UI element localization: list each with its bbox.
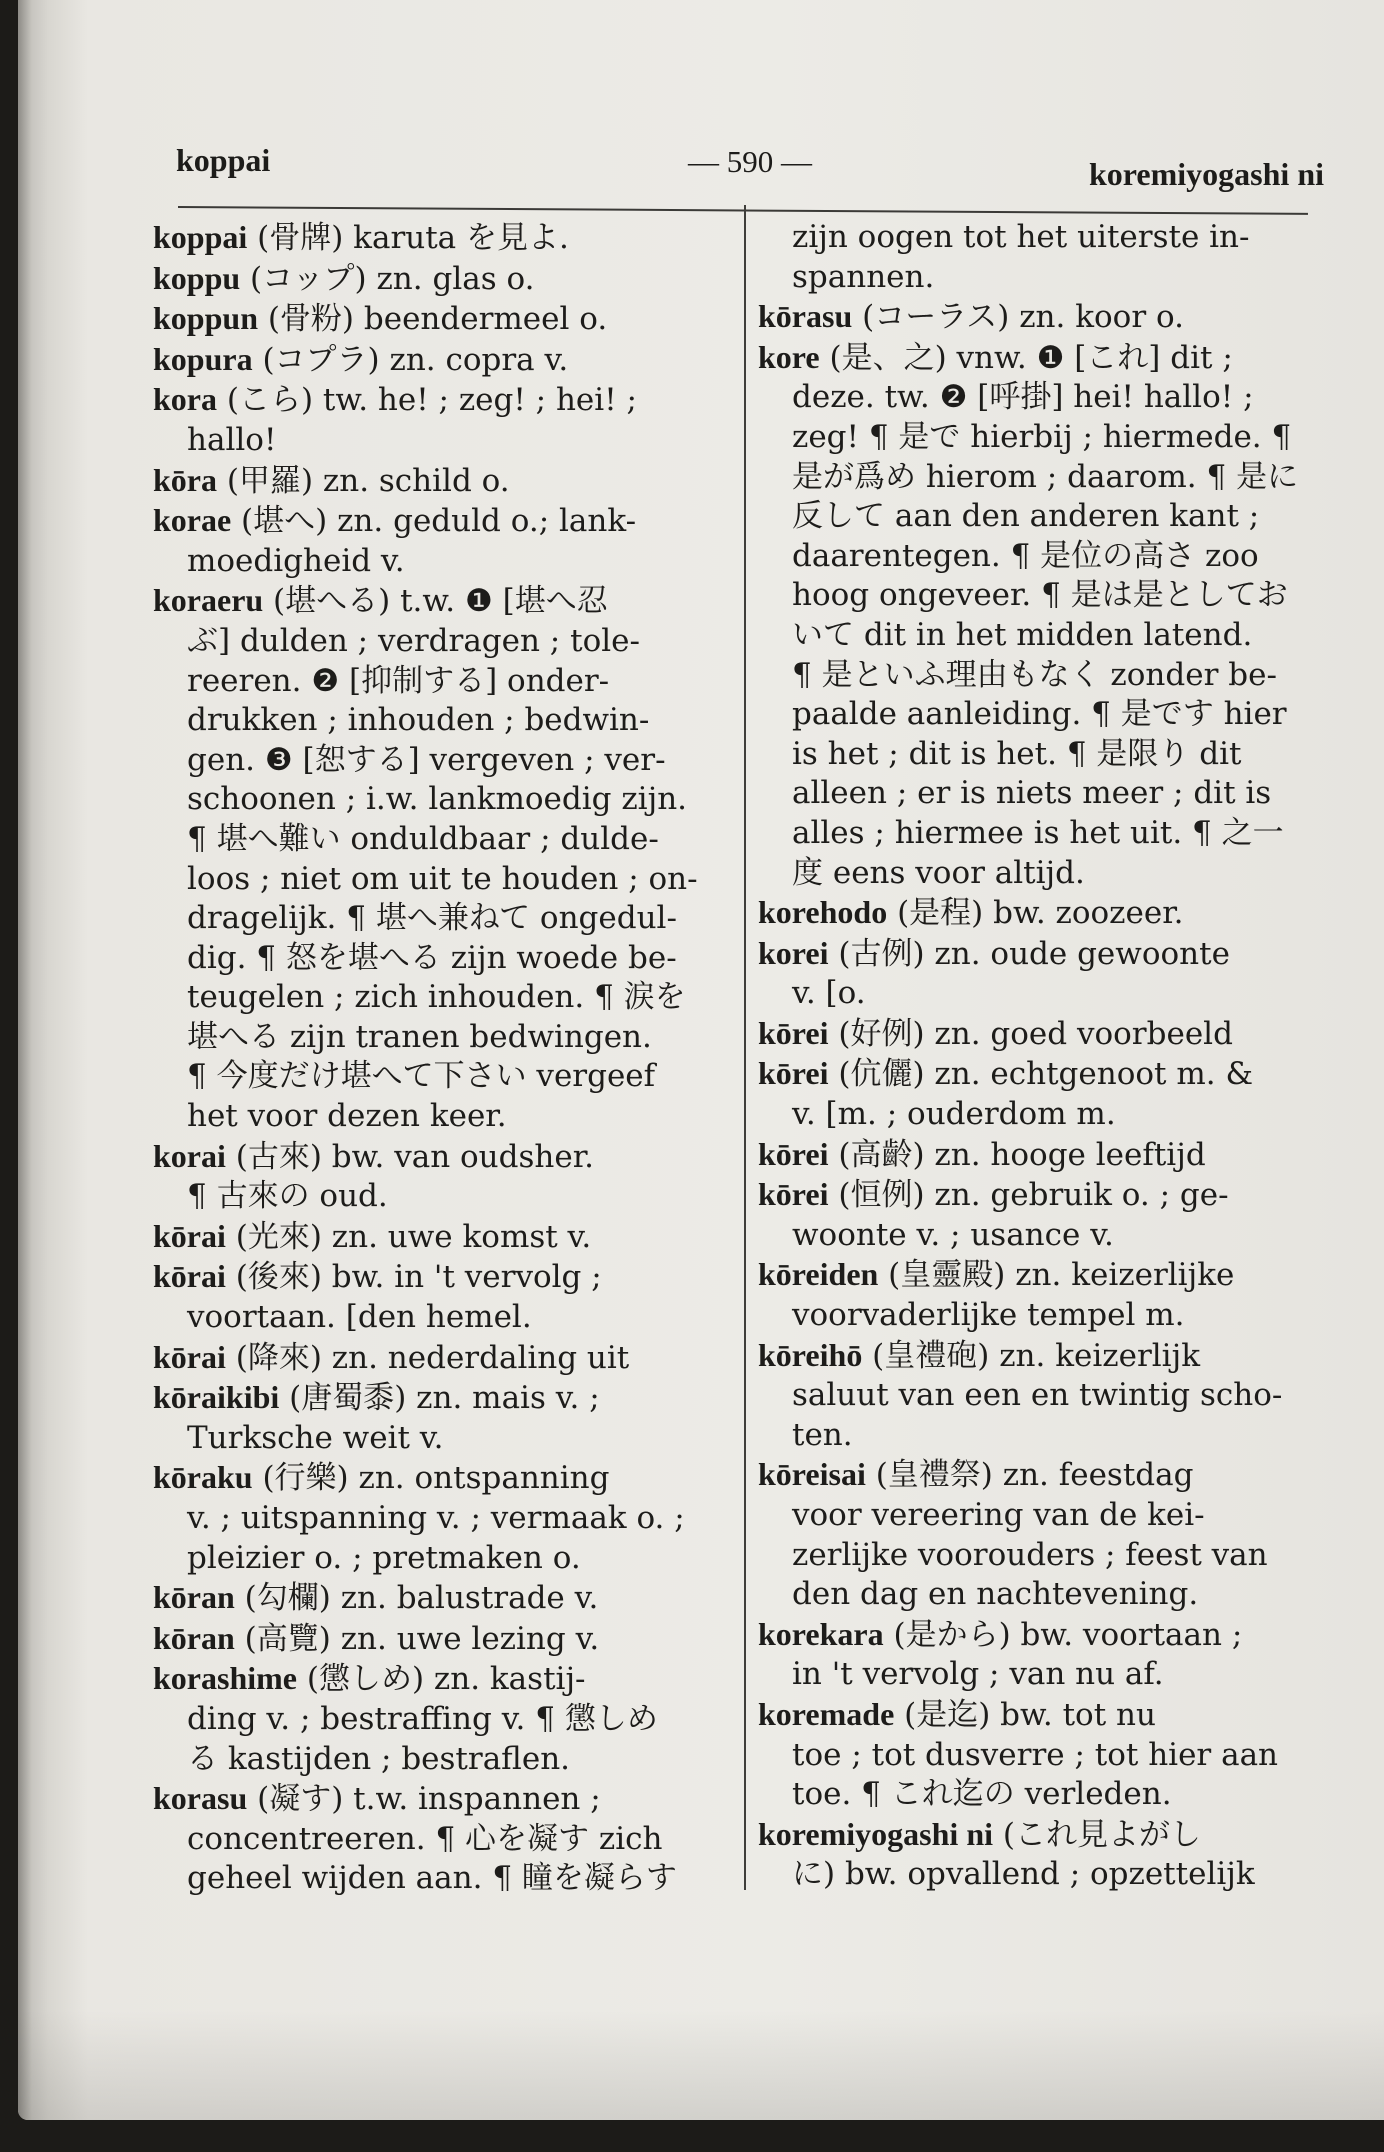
entry-text: paalde aanleiding. ¶ 是です hier <box>792 696 1287 733</box>
dictionary-line <box>153 1539 736 1579</box>
dictionary-line <box>758 497 1323 537</box>
dictionary-line <box>153 421 736 461</box>
dictionary-line <box>758 1255 1323 1296</box>
dictionary-line <box>153 1298 736 1338</box>
entry-text: (堪へる) t.w. ❶ [堪へ忍 <box>263 583 608 620</box>
dictionary-line <box>153 1619 736 1660</box>
entry-text: (懲しめ) zn. kastij- <box>297 1661 586 1698</box>
entry-text: (甲羅) zn. schild o. <box>217 462 510 499</box>
dictionary-line <box>153 1659 736 1700</box>
entry-text: ¶ 今度だけ堪へて下さい vergeef <box>187 1058 656 1095</box>
entry-text: loos ; niet om uit te houden ; on- <box>187 860 698 897</box>
entry-text: (皇禮砲) zn. keizerlijk <box>862 1337 1200 1374</box>
dictionary-line <box>758 218 1323 258</box>
headword: korae <box>153 502 232 539</box>
dictionary-line <box>153 1217 736 1258</box>
dictionary-line <box>153 939 736 979</box>
right-column <box>758 218 1323 1895</box>
dictionary-line <box>153 1458 736 1499</box>
entry-text: concentreeren. ¶ 心を凝す zich <box>187 1820 663 1857</box>
headword: kōreisai <box>758 1456 866 1493</box>
entry-text: (これ見よがし <box>993 1816 1201 1853</box>
entry-text: alleen ; er is niets meer ; dit is <box>792 775 1272 812</box>
dictionary-line <box>758 1655 1323 1695</box>
entry-text: moedigheid v. <box>187 542 405 579</box>
dictionary-line <box>758 616 1323 656</box>
dictionary-line <box>758 458 1323 498</box>
dictionary-line <box>153 1700 736 1740</box>
entry-text: voor vereering van de kei- <box>792 1497 1205 1533</box>
entry-text: (凝す) t.w. inspannen ; <box>247 1781 601 1818</box>
entry-text: toe. ¶ これ迄の verleden. <box>792 1776 1172 1813</box>
page-gutter-shadow <box>18 0 32 2120</box>
entry-text: (是から) bw. voortaan ; <box>883 1616 1243 1653</box>
entry-text: zerlijke voorouders ; feest van <box>792 1536 1268 1573</box>
entry-text: teugelen ; zich inhouden. ¶ 涙を <box>187 979 686 1016</box>
dictionary-page <box>18 0 1384 2120</box>
dictionary-line <box>758 258 1323 298</box>
dictionary-line <box>153 1177 736 1217</box>
dictionary-line <box>153 1419 736 1459</box>
dictionary-line <box>758 1095 1323 1135</box>
dictionary-line <box>758 1496 1323 1536</box>
dictionary-line <box>758 735 1323 775</box>
dictionary-line <box>153 542 736 582</box>
dictionary-line <box>758 1455 1323 1496</box>
dictionary-line <box>153 1820 736 1860</box>
dictionary-line <box>153 501 736 542</box>
entry-text: (行樂) zn. ontspanning <box>252 1460 610 1497</box>
dictionary-line <box>153 978 736 1018</box>
headword: kōra <box>153 461 217 498</box>
entry-text: saluut van een en twintig scho- <box>792 1377 1283 1414</box>
entry-text: v. [o. <box>792 975 866 1012</box>
headword: kōran <box>153 1579 235 1616</box>
entry-text: (高覽) zn. uwe lezing v. <box>234 1620 600 1657</box>
dictionary-line <box>758 934 1323 975</box>
dictionary-line <box>758 1376 1323 1416</box>
page-header <box>168 130 1324 190</box>
dictionary-line <box>758 1536 1323 1576</box>
dictionary-line <box>153 1740 736 1780</box>
dictionary-line <box>153 622 736 662</box>
dictionary-line <box>758 537 1323 577</box>
entry-text: に) bw. opvallend ; opzettelijk <box>792 1856 1255 1893</box>
entry-text: (勾欄) zn. balustrade v. <box>234 1580 599 1617</box>
entry-text: 堪へる zijn tranen bedwingen. <box>187 1018 652 1055</box>
entry-text: in 't vervolg ; van nu af. <box>792 1656 1164 1693</box>
dictionary-line <box>153 1097 736 1137</box>
column-divider <box>744 205 746 1890</box>
entry-text: (恒例) zn. gebruik o. ; ge- <box>828 1177 1229 1214</box>
dictionary-line <box>758 1775 1323 1815</box>
entry-text: schoonen ; i.w. lankmoedig zijn. <box>187 781 688 818</box>
entry-text: (伉儷) zn. echtgenoot m. & <box>828 1056 1254 1093</box>
entry-text: drukken ; inhouden ; bedwin- <box>187 702 650 739</box>
entry-text: ¶ 堪へ難い onduldbaar ; dulde- <box>187 820 659 857</box>
headword: kōrei <box>758 1135 829 1172</box>
header-left-guide-word: koppai <box>176 142 271 178</box>
headword: korai <box>153 1137 226 1174</box>
entry-text: gen. ❸ [恕する] vergeven ; ver- <box>187 741 666 778</box>
header-rule <box>178 206 1308 214</box>
dictionary-line <box>758 1014 1323 1055</box>
entry-text: spannen. <box>792 258 935 295</box>
dictionary-line <box>153 1257 736 1298</box>
entry-text: zijn oogen tot het uiterste in- <box>792 219 1250 255</box>
entry-text: (後來) bw. in 't vervolg ; <box>225 1259 602 1296</box>
headword: korehodo <box>758 894 888 931</box>
entry-text: (高齡) zn. hooge leeftijd <box>828 1136 1206 1173</box>
headword: kōrei <box>758 1014 829 1051</box>
headword: kore <box>758 338 820 375</box>
dictionary-line <box>758 1615 1323 1656</box>
headword: kōreihō <box>758 1336 863 1373</box>
headword: kōrai <box>153 1258 226 1295</box>
dictionary-line <box>758 1416 1323 1456</box>
page-number: — 590 — <box>688 144 812 179</box>
entry-text: (光來) zn. uwe komst v. <box>225 1218 592 1255</box>
dictionary-line <box>758 1815 1323 1856</box>
entry-text: (骨牌) karuta を見よ. <box>247 220 569 256</box>
entry-text: ten. <box>792 1416 853 1453</box>
dictionary-line <box>758 1575 1323 1615</box>
dictionary-line <box>153 218 736 259</box>
dictionary-line <box>758 1296 1323 1336</box>
dictionary-line <box>758 974 1323 1014</box>
entry-text: deze. tw. ❷ [呼掛] hei! hallo! ; <box>792 379 1254 416</box>
entry-text: 度 eens voor altijd. <box>792 854 1085 891</box>
entry-text: (こら) tw. he! ; zeg! ; hei! ; <box>217 382 637 419</box>
dictionary-line <box>758 1736 1323 1776</box>
dictionary-line <box>758 1175 1323 1216</box>
dictionary-line <box>153 1578 736 1619</box>
entry-text: (古例) zn. oude gewoonte <box>828 935 1230 972</box>
entry-text: (降來) zn. nederdaling uit <box>225 1339 630 1376</box>
dictionary-line <box>153 860 736 900</box>
entry-text: dragelijk. ¶ 堪へ兼ねて ongedul- <box>187 900 677 937</box>
headword: kōrasu <box>758 298 853 335</box>
dictionary-line <box>758 378 1323 418</box>
dictionary-line <box>758 297 1323 338</box>
headword: kōraku <box>153 1459 253 1496</box>
entry-text: ¶ 古來の oud. <box>187 1178 388 1215</box>
entry-text: voortaan. [den hemel. <box>187 1299 532 1336</box>
entry-text: woonte v. ; usance v. <box>792 1216 1114 1253</box>
dictionary-line <box>758 1336 1323 1377</box>
entry-text: geheel wijden aan. ¶ 瞳を凝らす <box>187 1860 677 1897</box>
left-column <box>153 218 736 1899</box>
dictionary-line <box>758 814 1323 854</box>
dictionary-line <box>153 899 736 939</box>
dictionary-line <box>153 780 736 820</box>
entry-text: 反して aan den anderen kant ; <box>792 498 1260 535</box>
headword: kopura <box>153 340 253 377</box>
headword: koremade <box>758 1695 895 1732</box>
dictionary-line <box>153 1018 736 1058</box>
entry-text: (皇禮祭) zn. feestdag <box>865 1457 1194 1494</box>
dictionary-line <box>153 741 736 781</box>
entry-text: 是が爲め hierom ; daarom. ¶ 是に <box>792 458 1299 495</box>
dictionary-line <box>758 893 1323 934</box>
dictionary-line <box>153 1378 736 1419</box>
dictionary-line <box>758 1054 1323 1095</box>
dictionary-line <box>153 662 736 702</box>
headword: koremiyogashi ni <box>758 1815 993 1852</box>
headword: koppun <box>153 300 258 337</box>
entry-text: いて dit in het midden latend. <box>792 616 1253 653</box>
headword: korekara <box>758 1615 884 1652</box>
dictionary-line <box>758 1135 1323 1176</box>
entry-text: hoog ongeveer. ¶ 是は是としてお <box>792 577 1288 614</box>
entry-text: ぶ] dulden ; verdragen ; tole- <box>187 622 640 659</box>
dictionary-line <box>153 701 736 741</box>
headword: kōran <box>153 1619 235 1656</box>
dictionary-line <box>153 380 736 421</box>
entry-text: (コーラス) zn. koor o. <box>852 299 1184 336</box>
entry-text: het voor dezen keer. <box>187 1098 507 1135</box>
dictionary-line <box>153 1057 736 1097</box>
headword: koraeru <box>153 582 264 619</box>
entry-text: (皇靈殿) zn. keizerlijke <box>878 1257 1235 1294</box>
headword: kōrei <box>758 1176 829 1213</box>
entry-text: ding v. ; bestraffing v. ¶ 懲しめ <box>187 1700 658 1737</box>
headword: kōrai <box>153 1338 226 1375</box>
entry-text: alles ; hiermee is het uit. ¶ 之一 <box>792 814 1284 851</box>
entry-text: る kastijden ; bestraflen. <box>187 1740 571 1777</box>
dictionary-line <box>758 1216 1323 1256</box>
page-bottom-shadow <box>18 2010 1384 2120</box>
entry-text: zeg! ¶ 是で hierbij ; hiermede. ¶ <box>792 418 1292 455</box>
header-right-guide-word: koremiyogashi ni <box>1089 156 1324 192</box>
headword: korasu <box>153 1780 248 1817</box>
dictionary-line <box>153 1338 736 1379</box>
entry-text: (是程) bw. zoozeer. <box>887 895 1184 932</box>
entry-text: daarentegen. ¶ 是位の高さ zoo <box>792 537 1259 574</box>
entry-text: (是迄) bw. tot nu <box>894 1696 1156 1733</box>
headword: korei <box>758 934 829 971</box>
headword: koppu <box>153 259 241 296</box>
dictionary-line <box>758 774 1323 814</box>
headword: kora <box>153 381 217 418</box>
dictionary-line <box>153 820 736 860</box>
dictionary-line <box>153 581 736 622</box>
headword: kōraikibi <box>153 1379 280 1416</box>
dictionary-line <box>153 1779 736 1820</box>
dictionary-line <box>153 340 736 381</box>
entry-text: hallo! <box>187 421 277 458</box>
headword: kōrei <box>758 1055 829 1092</box>
dictionary-line <box>153 1859 736 1899</box>
dictionary-line <box>153 259 736 300</box>
headword: korashime <box>153 1660 297 1697</box>
dictionary-line <box>153 299 736 340</box>
dictionary-line <box>758 656 1323 696</box>
entry-text: den dag en nachtevening. <box>792 1576 1199 1613</box>
entry-text: ¶ 是といふ理由もなく zonder be- <box>792 656 1277 693</box>
entry-text: (古來) bw. van oudsher. <box>225 1138 594 1175</box>
entry-text: v. ; uitspanning v. ; vermaak o. ; <box>187 1500 685 1536</box>
entry-text: is het ; dit is het. ¶ 是限り dit <box>792 735 1242 772</box>
entry-text: (唐蜀黍) zn. mais v. ; <box>279 1380 600 1417</box>
entry-text: reeren. ❷ [抑制する] onder- <box>187 662 610 699</box>
dictionary-line <box>153 1137 736 1178</box>
headword: kōrai <box>153 1217 226 1254</box>
headword: kōreiden <box>758 1256 879 1293</box>
entry-text: (好例) zn. goed voorbeeld <box>828 1015 1233 1052</box>
dictionary-line <box>758 418 1323 458</box>
dictionary-line <box>153 1499 736 1539</box>
entry-text: voorvaderlijke tempel m. <box>792 1297 1185 1334</box>
dictionary-line <box>758 695 1323 735</box>
entry-text: pleizier o. ; pretmaken o. <box>187 1539 581 1576</box>
dictionary-line <box>758 1855 1323 1895</box>
entry-text: v. [m. ; ouderdom m. <box>792 1096 1116 1133</box>
dictionary-line <box>758 1695 1323 1736</box>
dictionary-line <box>153 461 736 502</box>
headword: koppai <box>153 219 248 255</box>
entry-text: Turksche weit v. <box>187 1419 444 1456</box>
entry-text: (コップ) zn. glas o. <box>240 260 535 297</box>
entry-text: (コプラ) zn. copra v. <box>252 341 569 378</box>
dictionary-line <box>758 576 1323 616</box>
entry-text: (是、之) vnw. ❶ [これ] dit ; <box>819 339 1233 376</box>
entry-text: toe ; tot dusverre ; tot hier aan <box>792 1736 1279 1773</box>
entry-text: (骨粉) beendermeel o. <box>257 301 608 338</box>
dictionary-line <box>758 338 1323 379</box>
entry-text: dig. ¶ 怒を堪へる zijn woede be- <box>187 939 677 976</box>
dictionary-line <box>758 854 1323 894</box>
entry-text: (堪へ) zn. geduld o.; lank- <box>231 503 637 540</box>
